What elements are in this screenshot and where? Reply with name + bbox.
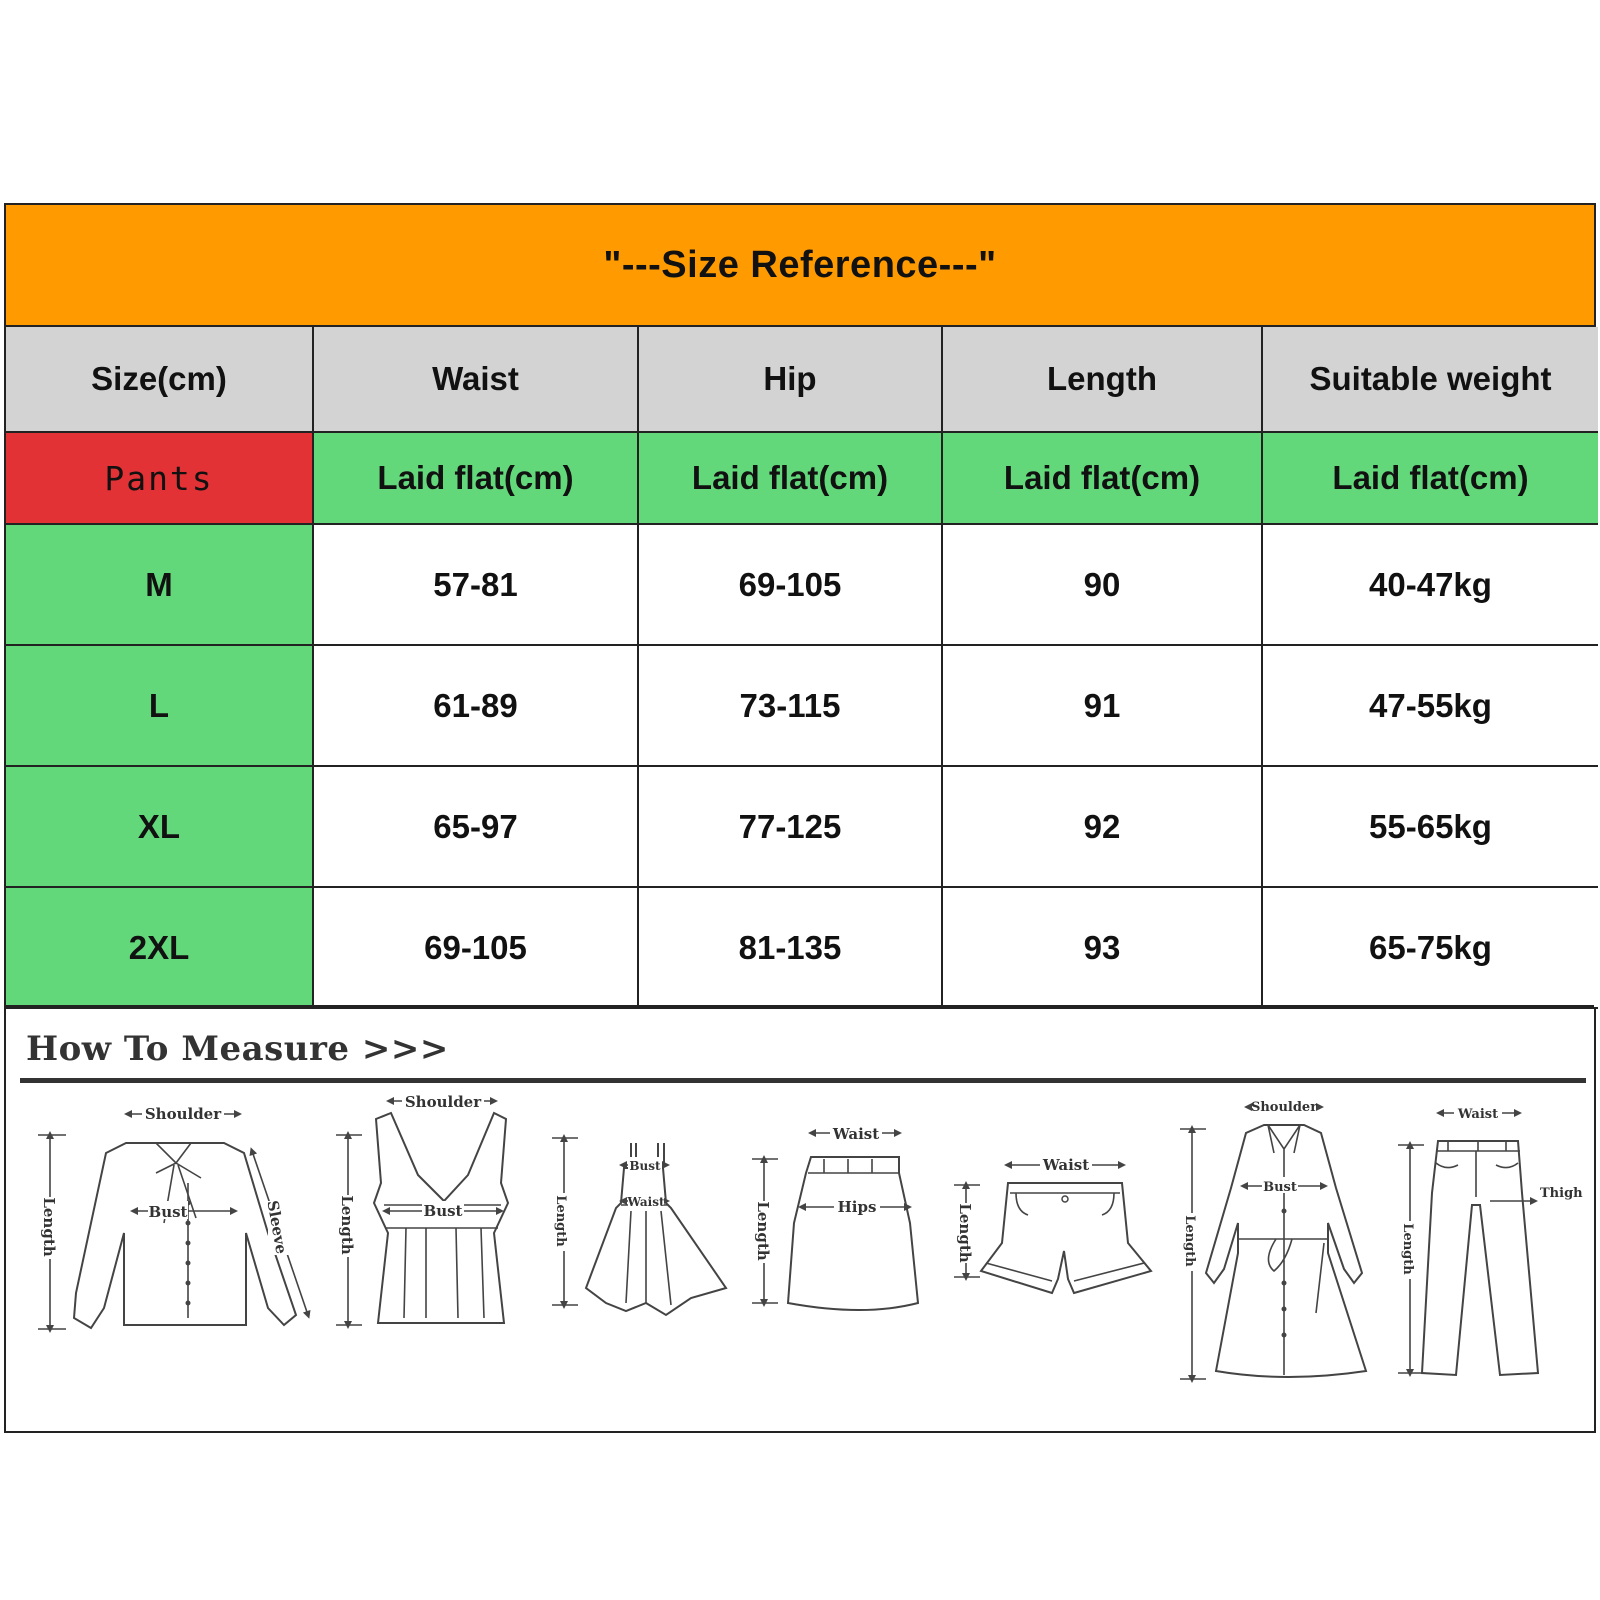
table-row	[6, 887, 1598, 1008]
size-chart	[4, 203, 1596, 1433]
waist-label: Waist	[1457, 1107, 1499, 1122]
size-cell: 2XL	[6, 887, 313, 1008]
subheader-cell: Laid flat(cm)	[942, 432, 1262, 524]
pants-label: Pants	[6, 432, 313, 524]
dress-diagram	[552, 1138, 726, 1315]
skirt-diagram	[752, 1124, 918, 1310]
header-length: Length	[942, 327, 1262, 432]
size-cell: XL	[6, 766, 313, 887]
coat-diagram	[1180, 1097, 1366, 1379]
waist-label: Waist	[832, 1125, 880, 1143]
shoulder-label: Shoulder	[144, 1105, 222, 1123]
weight-cell: 55-65kg	[1262, 766, 1598, 887]
hips-label: Hips	[837, 1198, 877, 1216]
size-table	[6, 327, 1598, 1009]
length-cell: 91	[942, 645, 1262, 766]
bust-label: Bust	[629, 1159, 661, 1173]
waist-label: Waist	[627, 1195, 665, 1209]
subheader-cell: Laid flat(cm)	[1262, 432, 1598, 524]
hip-cell: 69-105	[638, 524, 942, 645]
shoulder-label: Shoulder	[1250, 1100, 1318, 1115]
table-row	[6, 766, 1598, 887]
length-label: Length	[956, 1203, 974, 1263]
hip-cell: 73-115	[638, 645, 942, 766]
weight-cell: 65-75kg	[1262, 887, 1598, 1008]
size-cell: L	[6, 645, 313, 766]
table-row	[6, 524, 1598, 645]
length-label: Length	[553, 1195, 568, 1247]
blouse-diagram	[38, 1103, 308, 1329]
length-label: Length	[1182, 1215, 1197, 1267]
chart-title: "---Size Reference---"	[6, 205, 1594, 327]
how-to-measure-title: How To Measure >>>	[26, 1029, 449, 1069]
length-cell: 90	[942, 524, 1262, 645]
waist-cell: 65-97	[313, 766, 638, 887]
weight-cell: 47-55kg	[1262, 645, 1598, 766]
bust-label: Bust	[1263, 1180, 1297, 1195]
bust-label: Bust	[148, 1203, 188, 1221]
thigh-label: Thigh	[1540, 1186, 1583, 1201]
length-cell: 93	[942, 887, 1262, 1008]
weight-cell: 40-47kg	[1262, 524, 1598, 645]
subheader-row	[6, 432, 1598, 524]
length-label: Length	[338, 1195, 356, 1255]
tank-top-diagram	[336, 1093, 508, 1325]
length-label: Length	[40, 1197, 58, 1257]
bust-label: Bust	[423, 1202, 463, 1220]
measurement-diagrams	[6, 1093, 1594, 1423]
shorts-diagram	[954, 1155, 1151, 1293]
header-hip: Hip	[638, 327, 942, 432]
length-label: Length	[754, 1201, 772, 1261]
header-weight: Suitable weight	[1262, 327, 1598, 432]
waist-cell: 57-81	[313, 524, 638, 645]
subheader-cell: Laid flat(cm)	[313, 432, 638, 524]
header-row	[6, 327, 1598, 432]
length-cell: 92	[942, 766, 1262, 887]
how-to-measure-section	[6, 1005, 1594, 1431]
hip-cell: 77-125	[638, 766, 942, 887]
subheader-cell: Laid flat(cm)	[638, 432, 942, 524]
table-row	[6, 645, 1598, 766]
waist-cell: 61-89	[313, 645, 638, 766]
shoulder-label: Shoulder	[404, 1093, 482, 1111]
waist-label: Waist	[1042, 1156, 1090, 1174]
hip-cell: 81-135	[638, 887, 942, 1008]
divider	[20, 1078, 1586, 1083]
length-label: Length	[1400, 1223, 1415, 1275]
waist-cell: 69-105	[313, 887, 638, 1008]
size-cell: M	[6, 524, 313, 645]
header-waist: Waist	[313, 327, 638, 432]
header-size: Size(cm)	[6, 327, 313, 432]
pants-diagram	[1398, 1104, 1583, 1375]
sleeve-label: Sleeve	[263, 1199, 291, 1256]
